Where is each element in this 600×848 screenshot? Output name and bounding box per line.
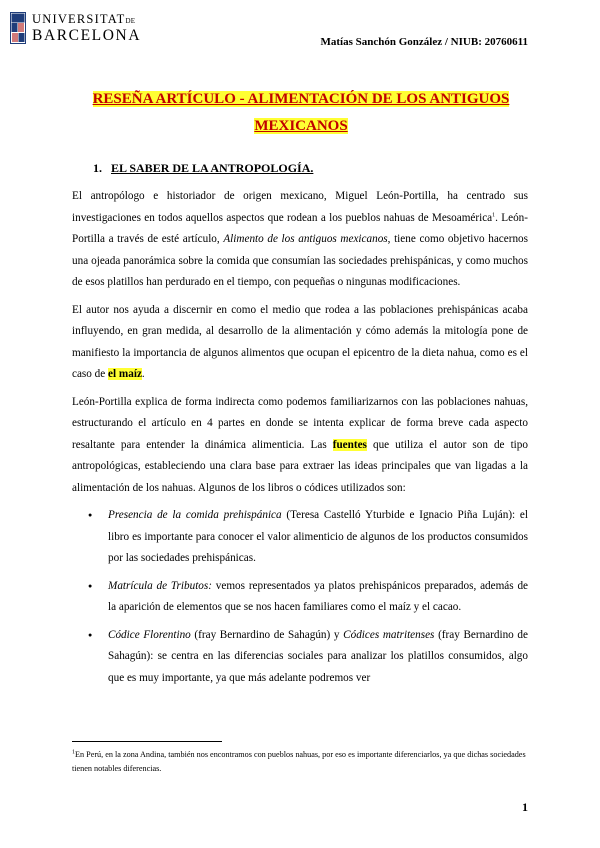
sources-list — [72, 505, 528, 689]
header-author: Matías Sanchón González / NIUB: 20760611 — [320, 36, 528, 48]
section-number: 1. — [93, 161, 102, 175]
page-number: 1 — [522, 800, 528, 814]
university-name-line1: UNIVERSITATDE — [32, 12, 136, 26]
section-title: EL SABER DE LA ANTROPOLOGÍA. — [111, 161, 314, 175]
list-item: ● Matrícula de Tributos: vemos representados ya platos prehispánicos preparados, además de la aparición de elementos que se nos hacen familiares como el maíz y el cacao. — [72, 576, 528, 619]
body-content — [72, 186, 528, 695]
highlight-maiz: el maíz — [108, 368, 142, 380]
footnote: $^1$En Perú, en la zona Andina, también nos encontramos con pueblos nahuas, por eso es importante diferenciarlos, ya que dichas sociedades tienen notables diferencias. — [72, 749, 526, 773]
university-name-line2: BARCELONA — [32, 26, 142, 44]
highlight-fuentes: fuentes — [332, 438, 367, 451]
title-line1: RESEÑA ARTÍCULO - ALIMENTACIÓN DE LOS ANTIGUOS — [92, 91, 510, 107]
list-item: ● Presencia de la comida prehispánica (Teresa Castelló Yturbide e Ignacio Piña Luján): el libro es importante para conocer el valor alimenticio de algunos de los productos consumidos por las sociedades prehispánicas. — [72, 505, 528, 570]
footnote-ref[interactable]: 1 — [492, 211, 496, 218]
paragraph-1: El antropólogo e historiador de origen mexicano, Miguel León-Portilla, ha centrado sus investigaciones en todos aquellos aspectos que rodean a los pueblos nahuas de Mesoamérica$^1$. León-Portilla a través de esté artículo, Alimento de los antiguos mexicanos, tiene como objetivo hacernos una ojeada panorámica sobre la comida que consumían las sociedades prehispánicas, y como muchos de esos platillos han perdurado en el tiempo, con pequeñas o ningunas modificaciones. — [72, 190, 528, 288]
title-line2: MEXICANOS — [254, 118, 348, 134]
university-shield-icon — [10, 12, 26, 44]
paragraph-2: El autor nos ayuda a discernir en como el medio que rodea a las poblaciones prehispánicas acaba influyendo, en gran medida, al desarrollo de la alimentación y cómo además la mitología pone de manifiesto la importancia de algunos alimentos que ocupan el epicentro de la dieta nahua, como es el caso de el maíz. — [72, 303, 528, 380]
list-item: ● Códice Florentino (fray Bernardino de Sahagún) y Códices matritenses (fray Bernardino de Sahagún): se centra en las diferencias sociales para analizar los platillos consumidos, algo que es muy importante, ya que más adelante podremos ver — [72, 625, 528, 690]
section-heading — [93, 161, 313, 176]
university-logo — [10, 12, 141, 44]
paragraph-3: León-Portilla explica de forma indirecta como podemos familiarizarnos con las poblaciones nahuas, estructurando el artículo en 4 partes en donde se intenta explicar de forma breve cada aspecto resaltante para entender la dinámica alimenticia. Las fuentes que utiliza el autor son de tipo antropológicas, estableciendo una clara base para extraer las ideas principales que van ligadas a la alimentación de los nahuas. Algunos de los libros o códices utilizados son: — [72, 395, 528, 494]
footnote-divider — [72, 741, 222, 742]
document-title — [60, 86, 542, 140]
